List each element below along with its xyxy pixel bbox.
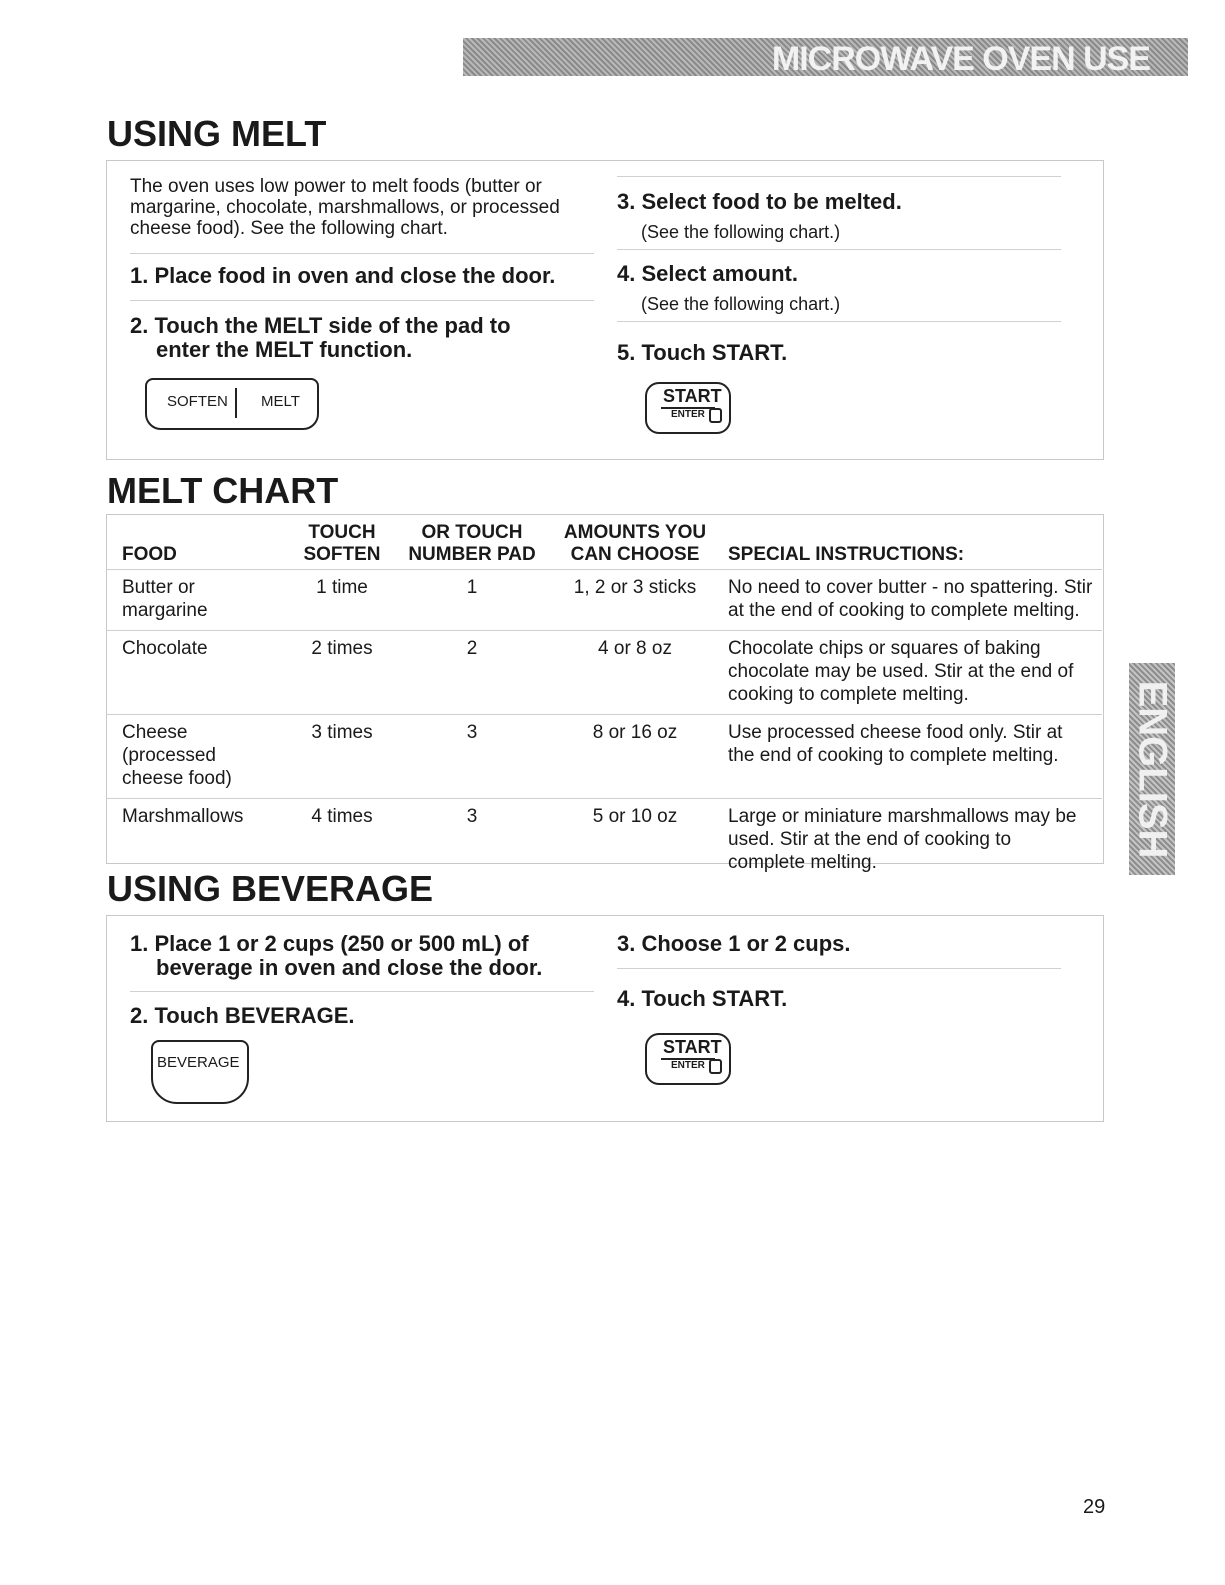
beverage-step-2: 2. Touch BEVERAGE.	[130, 1003, 355, 1028]
melt-step-3: 3. Select food to be melted.	[617, 189, 902, 214]
beverage-pad-label: BEVERAGE	[157, 1054, 240, 1071]
cell-food: Marshmallows	[106, 799, 292, 883]
beverage-step-1-line1: 1. Place 1 or 2 cups (250 or 500 mL) of	[130, 931, 529, 956]
table-row	[106, 631, 1102, 715]
divider	[130, 253, 594, 254]
divider	[617, 968, 1061, 969]
cell-instructions: No need to cover butter - no spattering. Stir at the end of cooking to complete melting.	[718, 570, 1102, 631]
soften-melt-pad[interactable]	[145, 378, 319, 430]
melt-step-2-line2: enter the MELT function.	[156, 337, 413, 362]
start-enter-pad[interactable]	[645, 1033, 731, 1085]
col-header-amounts: AMOUNTS YOU CAN CHOOSE	[563, 522, 707, 565]
beverage-pad[interactable]	[151, 1040, 249, 1104]
cell-food: Cheese (processed cheese food)	[106, 715, 292, 799]
cell-soften: 1 time	[292, 570, 392, 631]
divider	[617, 176, 1061, 177]
start-enter-pad[interactable]	[645, 382, 731, 434]
cell-amount: 5 or 10 oz	[552, 799, 718, 883]
language-side-tab	[1129, 663, 1175, 875]
divider	[130, 991, 594, 992]
cell-food: Butter or margarine	[106, 570, 292, 631]
cell-amount: 8 or 16 oz	[552, 715, 718, 799]
cell-instructions: Large or miniature marshmallows may be used. Stir at the end of cooking to complete melting.	[718, 799, 1102, 883]
cell-pad: 2	[392, 631, 552, 715]
beverage-step-3: 3. Choose 1 or 2 cups.	[617, 931, 851, 956]
melt-label: MELT	[261, 393, 300, 410]
cell-amount: 4 or 8 oz	[552, 631, 718, 715]
enter-label: ENTER	[671, 1060, 705, 1071]
beverage-step-1-line2: beverage in oven and close the door.	[156, 955, 543, 980]
melt-step-4: 4. Select amount.	[617, 261, 798, 286]
col-header-touch-soften: TOUCH SOFTEN	[303, 522, 381, 565]
col-header-food: FOOD	[122, 544, 177, 565]
cell-soften: 3 times	[292, 715, 392, 799]
divider	[617, 321, 1061, 322]
cell-instructions: Use processed cheese food only. Stir at the end of cooking to complete melting.	[718, 715, 1102, 799]
beverage-step-4: 4. Touch START.	[617, 986, 788, 1011]
using-beverage-heading: USING BEVERAGE	[107, 868, 434, 909]
table-row	[106, 570, 1102, 631]
section-banner	[463, 38, 1188, 76]
melt-step-4-note: (See the following chart.)	[641, 294, 841, 314]
lock-icon	[709, 408, 722, 423]
enter-label: ENTER	[671, 409, 705, 420]
divider	[130, 300, 594, 301]
melt-chart-table	[106, 518, 1102, 882]
cell-pad: 1	[392, 570, 552, 631]
melt-step-1: 1. Place food in oven and close the door.	[130, 263, 556, 288]
page-number: 29	[1083, 1496, 1106, 1518]
cell-pad: 3	[392, 715, 552, 799]
col-header-instructions: SPECIAL INSTRUCTIONS:	[728, 544, 965, 565]
melt-intro-text: The oven uses low power to melt foods (butter or margarine, chocolate, marshmallows, or processed cheese food). See the following chart.	[130, 176, 560, 239]
cell-soften: 4 times	[292, 799, 392, 883]
cell-pad: 3	[392, 799, 552, 883]
divider	[617, 249, 1061, 250]
soften-label: SOFTEN	[167, 393, 228, 410]
beverage-step-1	[130, 932, 542, 980]
banner-text: MICROWAVE OVEN USE	[771, 40, 1150, 78]
start-label: START	[663, 1037, 722, 1057]
col-header-number-pad: OR TOUCH NUMBER PAD	[408, 522, 536, 565]
start-label: START	[663, 386, 722, 406]
melt-step-5: 5. Touch START.	[617, 340, 788, 365]
table-row	[106, 715, 1102, 799]
lock-icon	[709, 1059, 722, 1074]
language-label: ENGLISH	[1130, 680, 1175, 859]
melt-step-2	[130, 314, 511, 362]
cell-food: Chocolate	[106, 631, 292, 715]
using-melt-heading: USING MELT	[107, 113, 327, 154]
pad-divider	[235, 388, 237, 418]
cell-soften: 2 times	[292, 631, 392, 715]
melt-step-3-note: (See the following chart.)	[641, 222, 841, 242]
cell-instructions: Chocolate chips or squares of baking chocolate may be used. Stir at the end of cooking to complete melting.	[718, 631, 1102, 715]
cell-amount: 1, 2 or 3 sticks	[552, 570, 718, 631]
melt-step-2-line1: 2. Touch the MELT side of the pad to	[130, 313, 511, 338]
melt-chart-heading: MELT CHART	[107, 470, 339, 511]
